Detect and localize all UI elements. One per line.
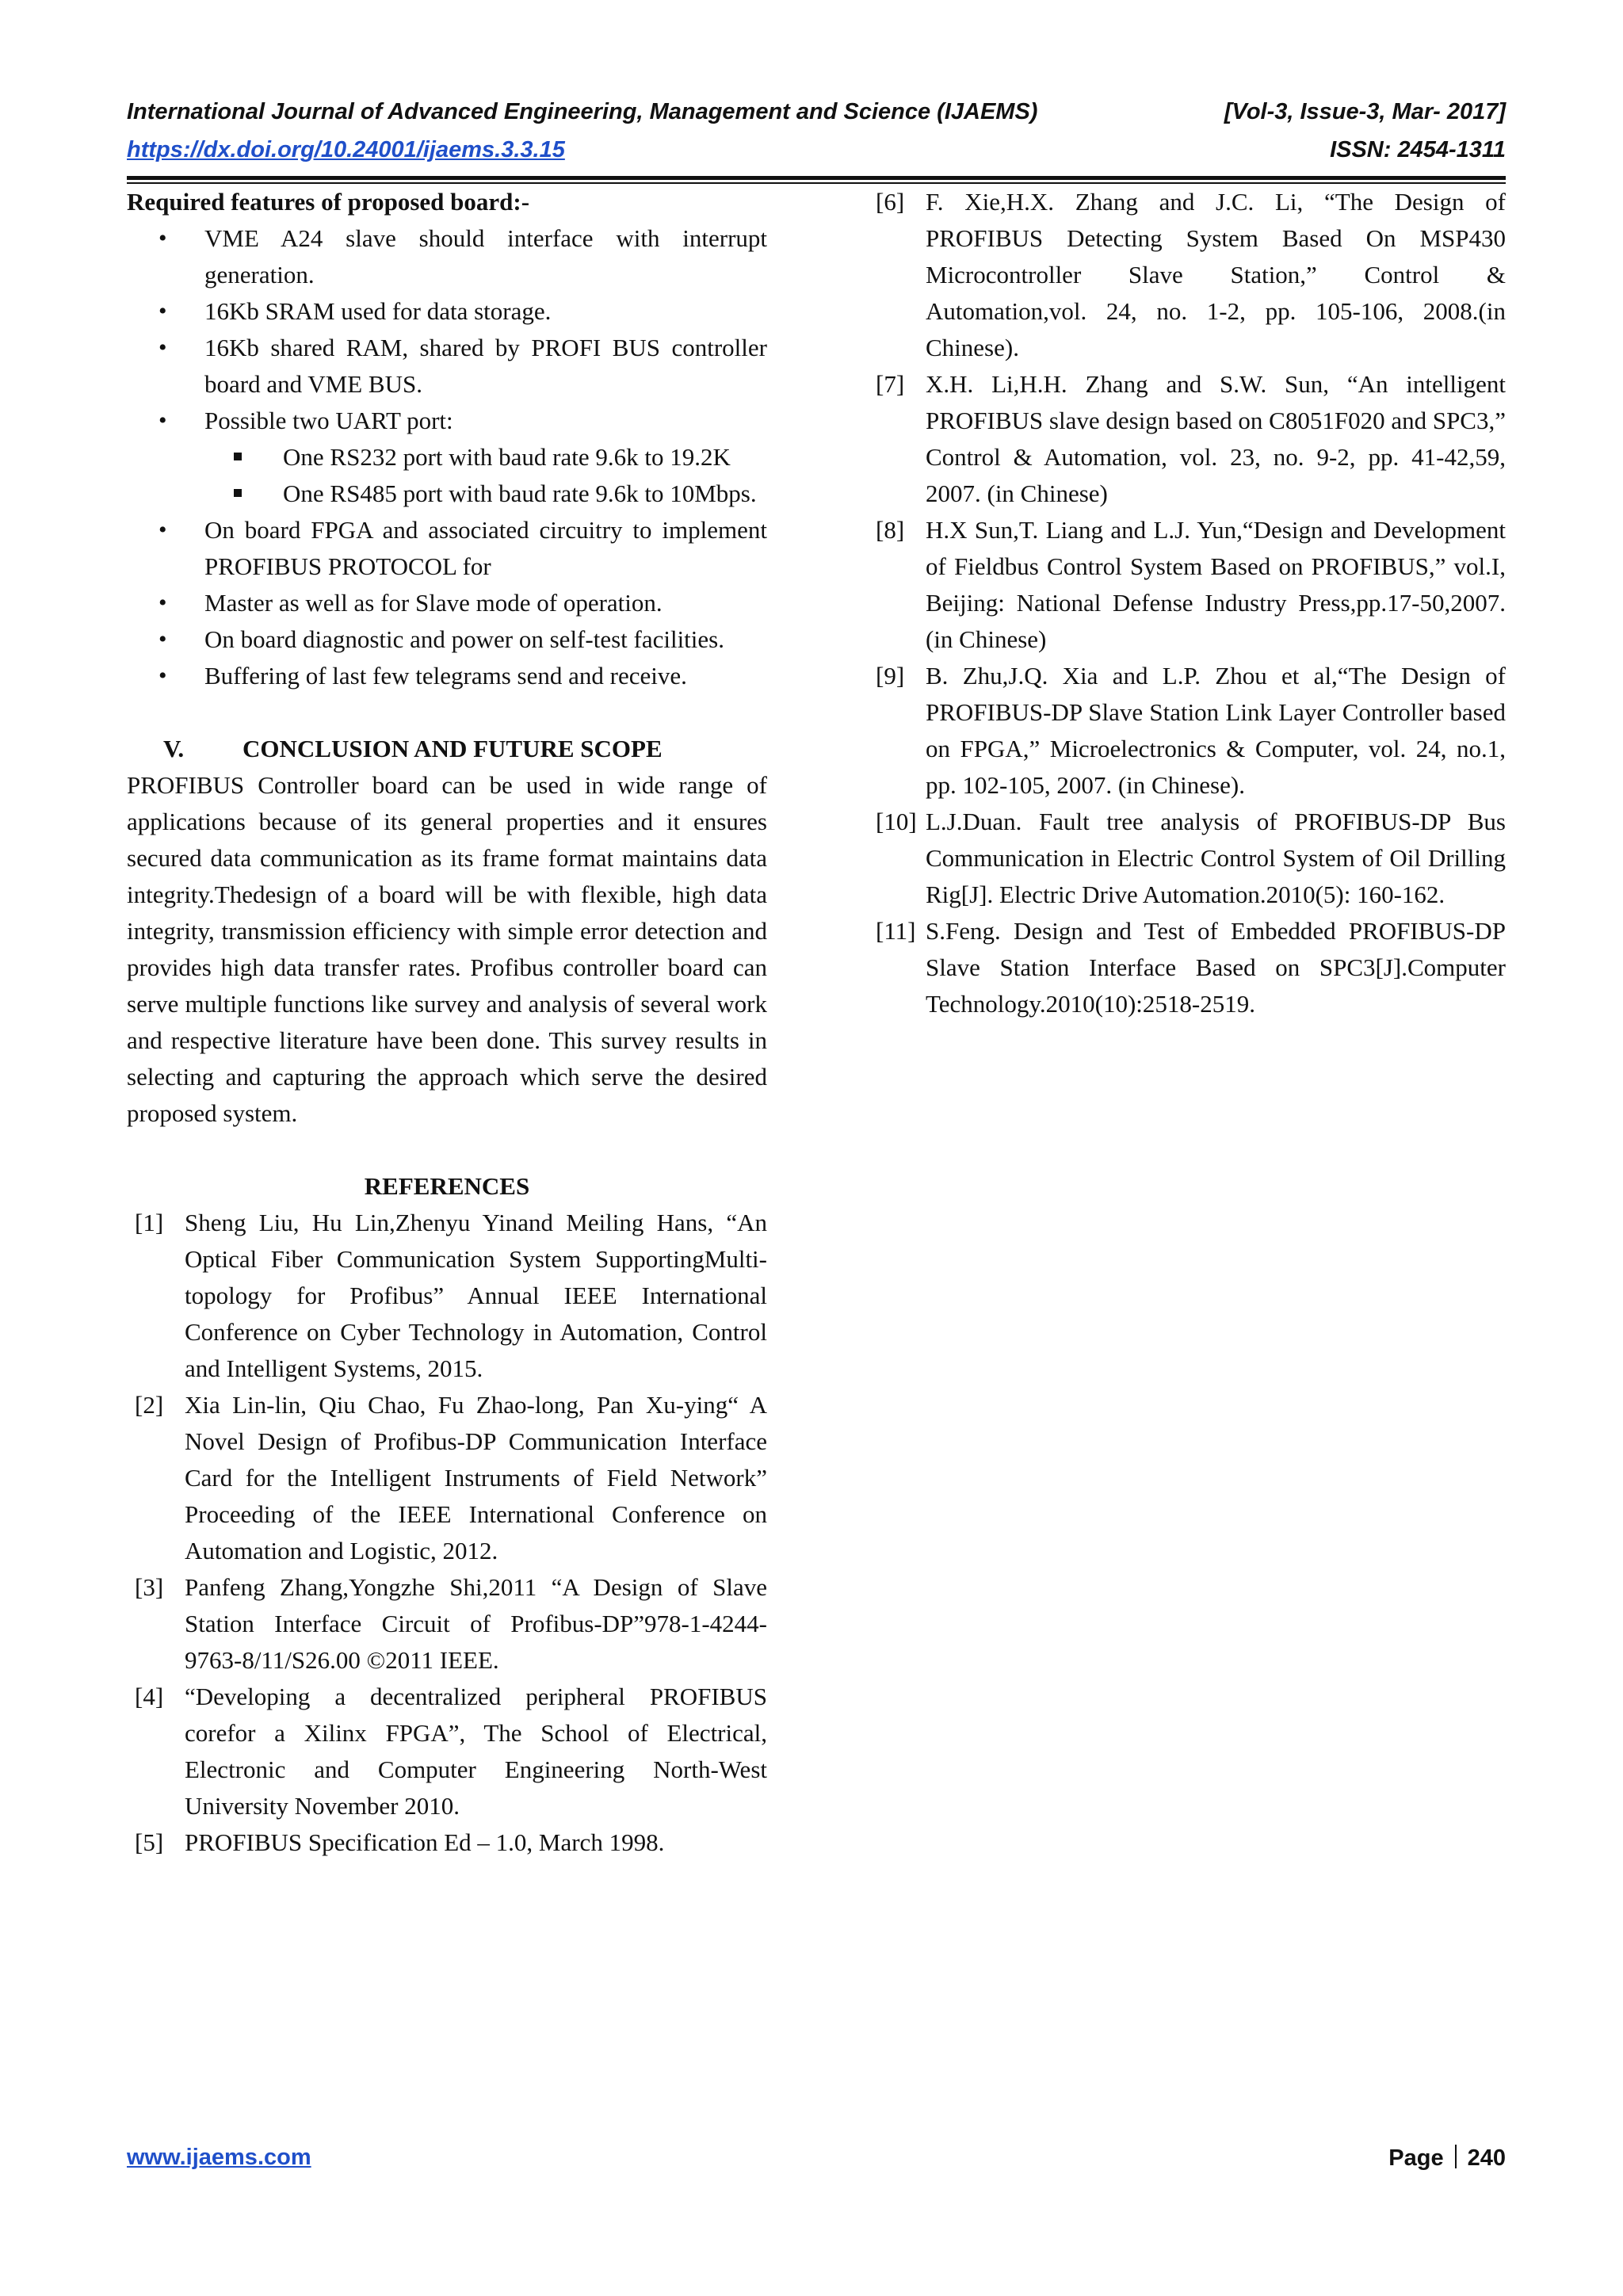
reference-item: [10] L.J.Duan. Fault tree analysis of PROFIBUS-DP Bus Communication in Electric Control System of Oil Drilling Rig[J]. Electric Drive Automation.2010(5): 160-162. [876, 808, 1506, 908]
journal-title: International Journal of Advanced Engineering, Management and Science (IJAEMS) [127, 99, 1038, 124]
page-number: 240 [1467, 2145, 1506, 2171]
reference-item: [3] Panfeng Zhang,Yongzhe Shi,2011 “A Design of Slave Station Interface Circuit of Profibus-DP”978-1-4244-9763-8/11/S26.00 ©2011 IEEE. [135, 1573, 767, 1674]
issn: ISSN: 2454-1311 [1330, 137, 1506, 162]
reference-item: [4] “Developing a decentralized peripheral PROFIBUS corefor a Xilinx FPGA”, The School of Electrical, Electronic and Computer Engineering North-West University November 2010. [135, 1683, 767, 1820]
page-separator [1455, 2145, 1457, 2168]
list-item: • Buffering of last few telegrams send and receive. [127, 658, 767, 694]
volume-issue: [Vol-3, Issue-3, Mar- 2017] [1224, 99, 1506, 124]
conclusion-paragraph: PROFIBUS Controller board can be used in wide range of applications because of its general properties and it ensures secured data communication as its frame format maintains data integrity.Thedesign of a board will be with flexible, high data integrity, transmission efficiency with simple error detection and provides high data transfer rates. Profibus controller board can serve multiple functions like survey and analysis of several work and respective literature have been done. This survey results in selecting and capturing the approach which serve the desired proposed system. [127, 771, 767, 1127]
list-item: • Possible two UART port: [127, 403, 767, 439]
square-bullet-icon [234, 489, 242, 497]
list-item: • 16Kb SRAM used for data storage. [127, 293, 767, 330]
right-column [876, 184, 1506, 1022]
running-header-2 [127, 137, 1506, 169]
page-number-block [1388, 2145, 1506, 2172]
bullet-icon: • [158, 225, 167, 251]
bullet-icon: • [158, 407, 167, 434]
reference-item: [6] F. Xie,H.X. Zhang and J.C. Li, “The Design of PROFIBUS Detecting System Based On MSP430 Microcontroller Slave Station,” Control & Automation,vol. 24, no. 1-2, pp. 105-106, 2008.(in Chinese). [876, 188, 1506, 361]
page-footer [127, 2145, 1506, 2176]
left-column [127, 184, 767, 1861]
list-item: • On board FPGA and associated circuitry to implement PROFIBUS PROTOCOL for [127, 512, 767, 585]
square-bullet-icon [234, 453, 242, 460]
references-heading: REFERENCES [364, 1172, 530, 1200]
website-link[interactable]: www.ijaems.com [127, 2145, 311, 2170]
reference-item: [5] PROFIBUS Specification Ed – 1.0, March 1998. [135, 1828, 665, 1856]
doi-link[interactable]: https://dx.doi.org/10.24001/ijaems.3.3.15 [127, 137, 565, 162]
sub-list-item: One RS485 port with baud rate 9.6k to 10Mbps. [127, 476, 767, 512]
reference-item: [11] S.Feng. Design and Test of Embedded PROFIBUS-DP Slave Station Interface Based on SPC3[J].Computer Technology.2010(10):2518-2519. [876, 917, 1506, 1018]
bullet-icon: • [158, 334, 167, 361]
section-title: CONCLUSION AND FUTURE SCOPE [242, 735, 663, 762]
section-number: V. [163, 735, 185, 762]
uart-sublist [127, 439, 767, 512]
features-list [127, 220, 767, 439]
reference-item: [8] H.X Sun,T. Liang and L.J. Yun,“Design and Development of Fieldbus Control System Based on PROFIBUS,” vol.I, Beijing: National Defense Industry Press,pp.17-50,2007. (in Chinese) [876, 516, 1506, 653]
bullet-icon: • [158, 626, 167, 652]
reference-item: [1] Sheng Liu, Hu Lin,Zhenyu Yinand Meiling Hans, “An Optical Fiber Communication System SupportingMulti-topology for Profibus” Annual IEEE International Conference on Cyber Technology in Automation, Control and Intelligent Systems, 2015. [135, 1209, 767, 1382]
list-item: • Master as well as for Slave mode of operation. [127, 585, 767, 621]
list-item: • VME A24 slave should interface with interrupt generation. [127, 220, 767, 293]
section-heading [127, 731, 767, 767]
reference-item: [2] Xia Lin-lin, Qiu Chao, Fu Zhao-long, Pan Xu-ying“ A Novel Design of Profibus-DP Communication Interface Card for the Intelligent Instruments of Field Network” Proceeding of the IEEE International Conference on Automation and Logistic, 2012. [135, 1391, 767, 1564]
list-item: • 16Kb shared RAM, shared by PROFI BUS controller board and VME BUS. [127, 330, 767, 403]
list-item: • On board diagnostic and power on self-test facilities. [127, 621, 767, 658]
features-heading: Required features of proposed board:- [127, 188, 530, 216]
bullet-icon: • [158, 663, 167, 689]
running-header [127, 99, 1506, 131]
bullet-icon: • [158, 298, 167, 324]
page-label: Page [1388, 2145, 1444, 2171]
reference-item: [7] X.H. Li,H.H. Zhang and S.W. Sun, “An intelligent PROFIBUS slave design based on C8051F020 and SPC3,” Control & Automation, vol. 23, no. 9-2, pp. 41-42,59, 2007. (in Chinese) [876, 370, 1506, 507]
sub-list-item: One RS232 port with baud rate 9.6k to 19.2K [127, 439, 767, 476]
reference-item: [9] B. Zhu,J.Q. Xia and L.P. Zhou et al,“The Design of PROFIBUS-DP Slave Station Link Layer Controller based on FPGA,” Microelectronics & Computer, vol. 24, no.1, pp. 102-105, 2007. (in Chinese). [876, 662, 1506, 799]
header-rule [127, 176, 1506, 180]
bullet-icon: • [158, 517, 167, 543]
bullet-icon: • [158, 590, 167, 616]
features-list-continued [127, 512, 767, 694]
